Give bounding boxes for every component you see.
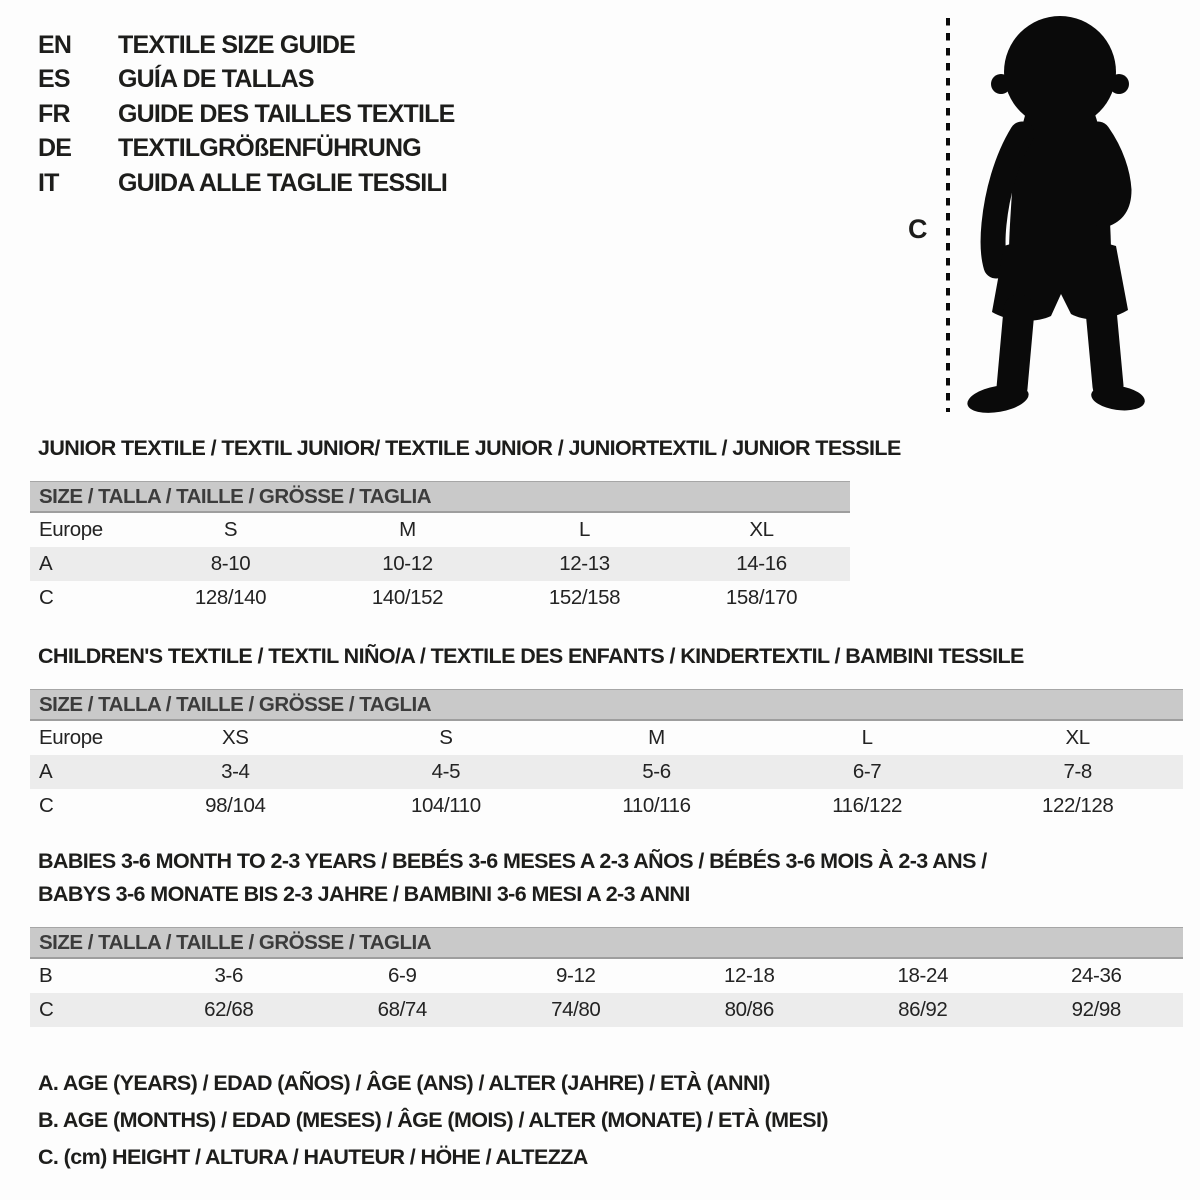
list-item — [38, 28, 455, 63]
language-code: FR — [38, 99, 70, 128]
guide-title: GUÍA DE TALLAS — [118, 65, 314, 94]
size-cell: L — [861, 726, 873, 749]
size-cell: 4-5 — [431, 760, 461, 783]
language-code: DE — [38, 134, 72, 163]
size-cell: XL — [1065, 726, 1090, 749]
table-header: SIZE / TALLA / TAILLE / GRÖSSE / TAGLIA — [30, 927, 1183, 959]
size-cell: M — [399, 518, 416, 541]
size-cell: 12-18 — [724, 964, 775, 987]
row-label: Europe — [39, 726, 103, 749]
guide-title: TEXTILE SIZE GUIDE — [118, 30, 356, 59]
size-cell: S — [223, 518, 238, 541]
table-row — [30, 993, 1183, 1027]
table-row — [30, 755, 1183, 789]
guide-title: GUIDE DES TAILLES TEXTILE — [118, 99, 455, 128]
size-cell: 6-9 — [388, 964, 417, 987]
table-body — [30, 959, 1183, 1027]
row-label: Europe — [39, 518, 103, 541]
row-label: B — [39, 964, 53, 987]
children-size-table — [30, 689, 1183, 823]
table-row — [30, 547, 850, 581]
size-cell: 116/122 — [832, 794, 902, 817]
row-label: C — [39, 998, 54, 1021]
toddler-silhouette — [965, 16, 1146, 416]
table-row — [30, 721, 1183, 755]
size-cell: M — [648, 726, 665, 749]
legend-line-age-years: A. AGE (YEARS) / EDAD (AÑOS) / ÂGE (ANS) / ALTER (JAHRE) / ETÀ (ANNI) — [38, 1071, 770, 1095]
language-code: EN — [38, 30, 72, 59]
title-line: BABIES 3-6 MONTH TO 2-3 YEARS / BEBÉS 3-6 MESES A 2-3 AÑOS / BÉBÉS 3-6 MOIS À 2-3 ANS / — [38, 849, 987, 873]
size-cell: 5-6 — [642, 760, 671, 783]
size-cell: 68/74 — [377, 998, 427, 1021]
size-cell: S — [439, 726, 453, 749]
table-header: SIZE / TALLA / TAILLE / GRÖSSE / TAGLIA — [30, 481, 850, 513]
toddler-silhouette-icon — [898, 12, 1148, 416]
size-cell: 18-24 — [897, 964, 948, 987]
table-row — [30, 581, 850, 615]
height-measure-label: C — [908, 214, 928, 244]
size-cell: 110/116 — [622, 794, 691, 817]
size-cell: 104/110 — [411, 794, 481, 817]
size-cell: 3-4 — [221, 760, 250, 783]
row-label: C — [39, 794, 54, 817]
legend-line-height-cm: C. (cm) HEIGHT / ALTURA / HAUTEUR / HÖHE / ALTEZZA — [38, 1145, 588, 1169]
section-title-babies — [38, 845, 987, 911]
list-item — [38, 132, 455, 167]
size-cell: 24-36 — [1071, 964, 1122, 987]
size-cell: 122/128 — [1042, 794, 1114, 817]
title-line: BABYS 3-6 MONATE BIS 2-3 JAHRE / BAMBINI 3-6 MESI A 2-3 ANNI — [38, 882, 690, 906]
row-label: A — [39, 552, 53, 575]
size-cell: XS — [222, 726, 249, 749]
size-cell: XL — [749, 518, 774, 541]
size-cell: 9-12 — [556, 964, 596, 987]
table-header: SIZE / TALLA / TAILLE / GRÖSSE / TAGLIA — [30, 689, 1183, 721]
section-title-children: CHILDREN'S TEXTILE / TEXTIL NIÑO/A / TEXTILE DES ENFANTS / KINDERTEXTIL / BAMBINI TESSILE — [38, 644, 1024, 668]
table-body — [30, 721, 1183, 823]
size-cell: 158/170 — [725, 586, 798, 609]
row-label: A — [39, 760, 53, 783]
language-title-list — [38, 28, 455, 201]
language-code: IT — [38, 168, 59, 197]
row-label: C — [39, 586, 54, 609]
size-cell: 86/92 — [898, 998, 948, 1021]
size-cell: 6-7 — [852, 760, 882, 783]
size-cell: 12-13 — [559, 552, 610, 575]
guide-title: GUIDA ALLE TAGLIE TESSILI — [118, 168, 448, 197]
size-cell: 62/68 — [204, 998, 254, 1021]
size-cell: 74/80 — [551, 998, 601, 1021]
junior-size-table — [30, 481, 850, 615]
size-cell: 80/86 — [724, 998, 774, 1021]
size-cell: L — [578, 518, 590, 541]
size-cell: 14-16 — [736, 552, 787, 575]
list-item — [38, 166, 455, 201]
language-code: ES — [38, 65, 70, 94]
size-cell: 92/98 — [1071, 998, 1121, 1021]
legend-line-age-months: B. AGE (MONTHS) / EDAD (MESES) / ÂGE (MOIS) / ALTER (MONATE) / ETÀ (MESI) — [38, 1108, 828, 1132]
size-cell: 8-10 — [210, 552, 251, 575]
table-row — [30, 513, 850, 547]
size-cell: 98/104 — [205, 794, 266, 817]
size-cell: 7-8 — [1063, 760, 1092, 783]
list-item — [38, 63, 455, 98]
babies-size-table — [30, 927, 1183, 1027]
size-cell: 152/158 — [548, 586, 621, 609]
size-cell: 140/152 — [371, 586, 444, 609]
legend — [38, 1071, 828, 1182]
size-cell: 10-12 — [382, 552, 433, 575]
list-item — [38, 97, 455, 132]
size-cell: 128/140 — [194, 586, 267, 609]
table-row — [30, 789, 1183, 823]
table-row — [30, 959, 1183, 993]
size-cell: 3-6 — [214, 964, 243, 987]
guide-title: TEXTILGRÖßENFÜHRUNG — [118, 134, 421, 163]
table-body — [30, 513, 850, 615]
section-title-junior: JUNIOR TEXTILE / TEXTIL JUNIOR/ TEXTILE JUNIOR / JUNIORTEXTIL / JUNIOR TESSILE — [38, 436, 901, 460]
